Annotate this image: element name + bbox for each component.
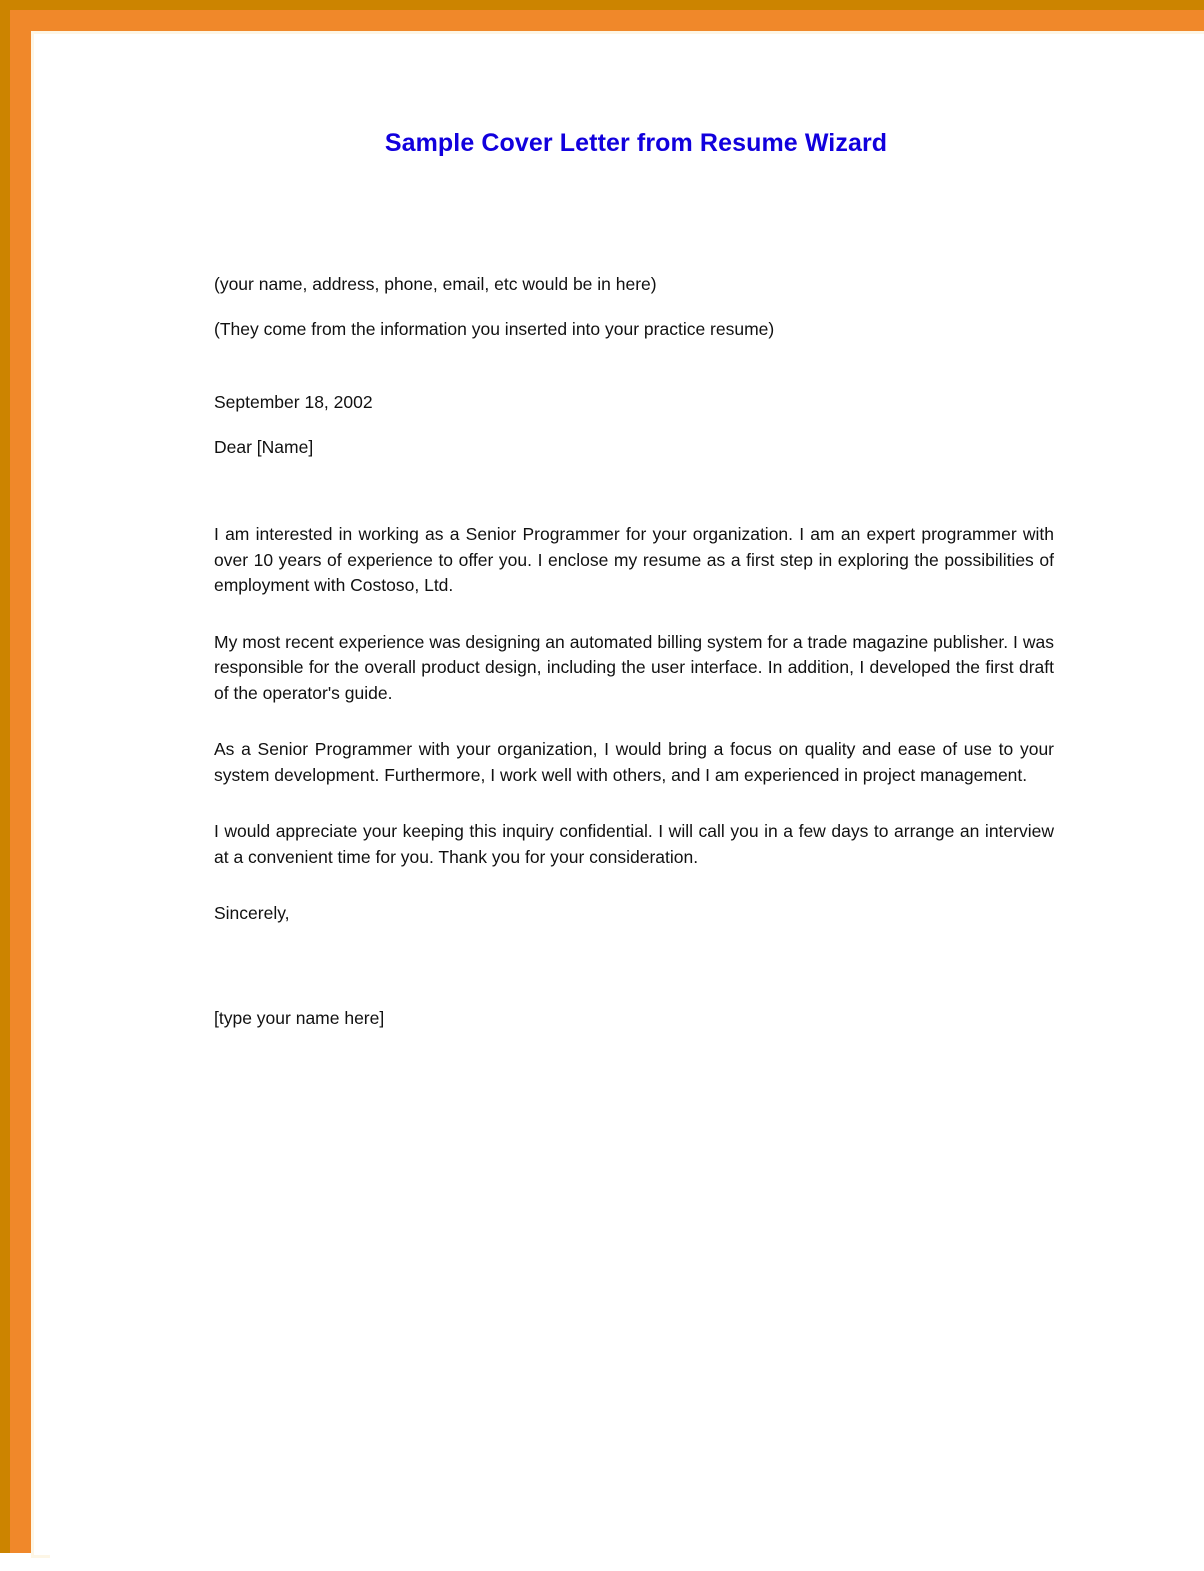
page-border-inner: [10, 10, 1204, 1553]
letterhead-placeholder-line-2: (They come from the information you inserted into your practice resume): [214, 319, 775, 339]
letterhead-placeholder-line-1: (your name, address, phone, email, etc would be in here): [214, 274, 657, 294]
document-page: [50, 50, 1204, 1571]
spacer: [214, 415, 1054, 435]
letter-paragraph-3: As a Senior Programmer with your organization, I would bring a focus on quality and ease of use to your system development. Furthermore, I work well with others, and I am experienced in project management.: [214, 739, 1054, 785]
letter-date: September 18, 2002: [214, 392, 373, 412]
letter-salutation: Dear [Name]: [214, 437, 314, 457]
spacer: [214, 297, 1054, 317]
spacer: [214, 870, 1054, 901]
page-title: Sample Cover Letter from Resume Wizard: [384, 129, 888, 157]
spacer: [214, 706, 1054, 737]
spacer: [214, 788, 1054, 819]
spacer: [214, 599, 1054, 630]
letter-paragraph-4: I would appreciate your keeping this inquiry confidential. I will call you in a few days to arrange an interview at a convenient time for you. Thank you for your consideration.: [214, 821, 1054, 867]
letter-paragraph-1: I am interested in working as a Senior Programmer for your organization. I am an expert programmer with over 10 years of experience to offer you. I enclose my resume as a first step in exploring the possibilities of employment with Costoso, Ltd.: [214, 524, 1054, 595]
spacer: [214, 342, 1054, 390]
letter-closing: Sincerely,: [214, 903, 290, 923]
letter-paragraph-2: My most recent experience was designing an automated billing system for a trade magazine publisher. I was responsible for the overall product design, including the user interface. In addition, I developed the first draft of the operator's guide.: [214, 631, 1054, 703]
letter-body: [214, 272, 1054, 1031]
spacer: [214, 460, 1054, 522]
signature-space: [214, 926, 1054, 1006]
page-border-hairline: [31, 31, 1204, 1558]
signature-name-placeholder: [type your name here]: [214, 1008, 385, 1028]
